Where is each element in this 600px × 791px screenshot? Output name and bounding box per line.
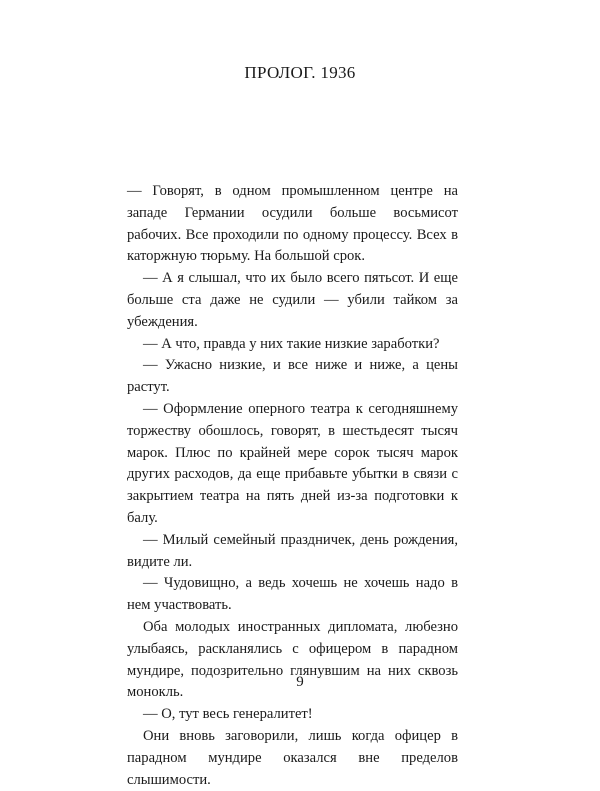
paragraph: — Милый семейный праздничек, день рождения, видите ли. <box>127 531 458 570</box>
paragraph: — А что, правда у них такие низкие заработки? <box>143 335 440 352</box>
paragraph: — О, тут весь генералитет! <box>143 706 313 723</box>
paragraph: — Чудовищно, а ведь хочешь не хочешь надо в нем участвовать. <box>127 575 458 614</box>
paragraph: — Оформление оперного театра к сегодняшнему торжеству обошлось, говорят, в шестьдесят тысяч марок. Плюс по крайней мере сорок тысяч марок других расходов, да еще прибавьте убытки в связи с закрытием театра на пять дней из-за подготовки к балу. <box>127 400 458 526</box>
body-text <box>127 181 458 791</box>
chapter-title: ПРОЛОГ. 1936 <box>244 63 356 82</box>
page-number: 9 <box>296 674 304 690</box>
paragraph: — Говорят, в одном промышленном центре на западе Германии осудили больше восьмисот рабочих. Все проходили по одному процессу. Всех в каторжную тюрьму. На большой срок. <box>127 183 458 265</box>
paragraph: Они вновь заговорили, лишь когда офицер в парадном мундире оказался вне пределов слышимости. <box>127 727 458 788</box>
paragraph: — А я слышал, что их было всего пятьсот. И еще больше ста даже не судили — убили тайком за убеждения. <box>127 270 458 330</box>
paragraph: Оба молодых иностранных дипломата, любезно улыбаясь, раскланялись с офицером в парадном мундире, подозрительно глянувшим на них сквозь монокль. <box>127 618 458 701</box>
paragraph: — Ужасно низкие, и все ниже и ниже, а цены растут. <box>127 357 458 396</box>
